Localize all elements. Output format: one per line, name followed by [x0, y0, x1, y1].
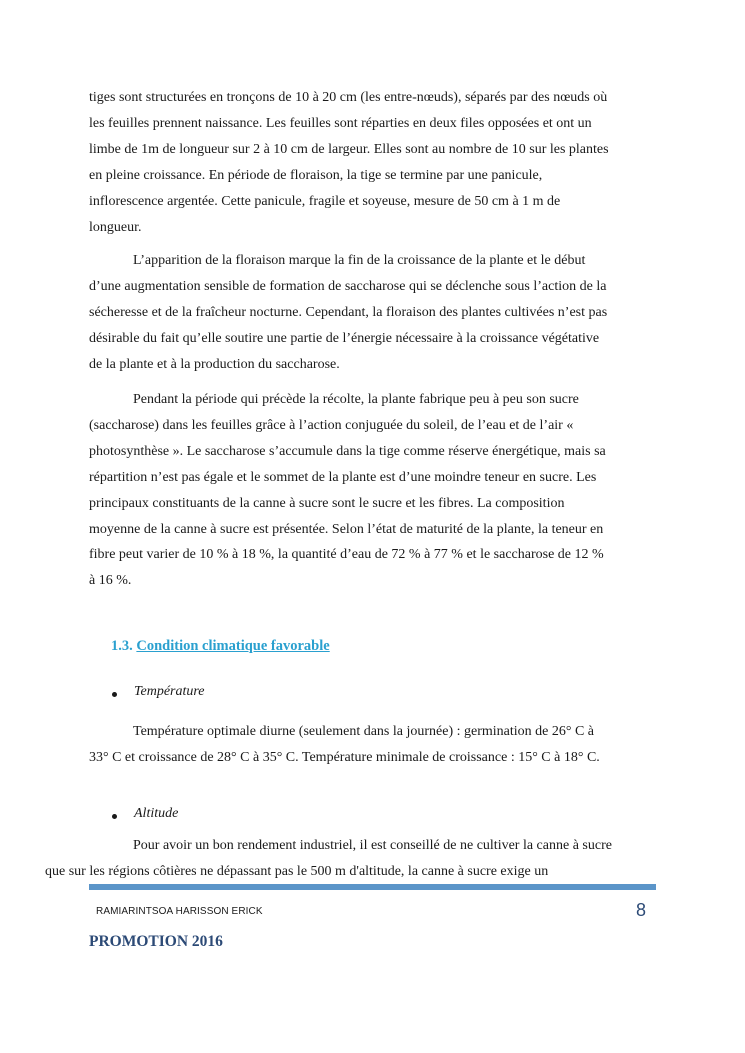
page-number: 8 — [636, 900, 647, 920]
paragraph-flowering: L’apparition de la floraison marque la fin de la croissance de la plante et le début d’une augmentation sensible de formation de saccharose qui se déclenche sous l’action de la sécheresse et de la fraîcheur nocturne. Cependant, la floraison des plantes cultivées n’est pas désirable du fait qu’elle soutire une partie de l’énergie nécessaire à la croissance végétative de la plante et à la production du saccharose. — [89, 253, 608, 372]
paragraph-altitude-line-1: Pour avoir un bon rendement industriel, il est conseillé de ne cultiver la canne à sucre — [133, 838, 612, 853]
footer-promotion: PROMOTION 2016 — [89, 933, 223, 950]
footer-author: RAMIARINTSOA HARISSON ERICK — [96, 906, 263, 917]
bullet-dot-icon — [112, 692, 117, 697]
paragraph-temperature: Température optimale diurne (seulement dans la journée) : germination de 26° C à 33° C et croissance de 28° C à 35° C. Température minimale de croissance : 15° C à 18° C. — [89, 724, 600, 765]
paragraph-altitude — [45, 833, 612, 885]
paragraph-altitude-line-2: que sur les régions côtières ne dépassant pas le 500 m d'altitude, la canne à sucre exige un — [45, 863, 549, 879]
paragraph-sugar-production: Pendant la période qui précède la récolte, la plante fabrique peu à peu son sucre (saccharose) dans les feuilles grâce à l’action conjuguée du soleil, de l’eau et de l’air « photosynthèse ». Le saccharose s’accumule dans la tige comme réserve énergétique, mais sa répartition n’est pas égale et le sommet de la plante est d’une moindre teneur en sucre. Les principaux constituants de la canne à sucre sont le sucre et les fibres. La composition moyenne de la canne à sucre est présentée. Selon l’état de maturité de la plante, la teneur en fibre peut varier de 10 % à 18 %, la quantité d’eau de 72 % à 77 % et le saccharose de 12 % à 16 %. — [89, 392, 606, 589]
paragraph-stem-description: tiges sont structurées en tronçons de 10 à 20 cm (les entre-nœuds), séparés par des nœuds où les feuilles prennent naissance. Les feuilles sont réparties en deux files opposées et ont un limbe de 1m de longueur sur 2 à 10 cm de largeur. Elles sont au nombre de 10 sur les plantes en pleine croissance. En période de floraison, la tige se termine par une panicule, inflorescence argentée. Cette panicule, fragile et soyeuse, mesure de 50 cm à 1 m de longueur. — [89, 90, 609, 235]
section-title-link[interactable]: Condition climatique favorable — [136, 638, 330, 654]
bullet-dot-icon — [112, 814, 117, 819]
section-number: 1.3. — [111, 638, 133, 654]
bullet-label-temperature: Température — [134, 684, 205, 699]
footer-divider-bar — [89, 884, 656, 890]
section-heading — [111, 638, 330, 655]
bullet-label-altitude: Altitude — [134, 806, 179, 821]
